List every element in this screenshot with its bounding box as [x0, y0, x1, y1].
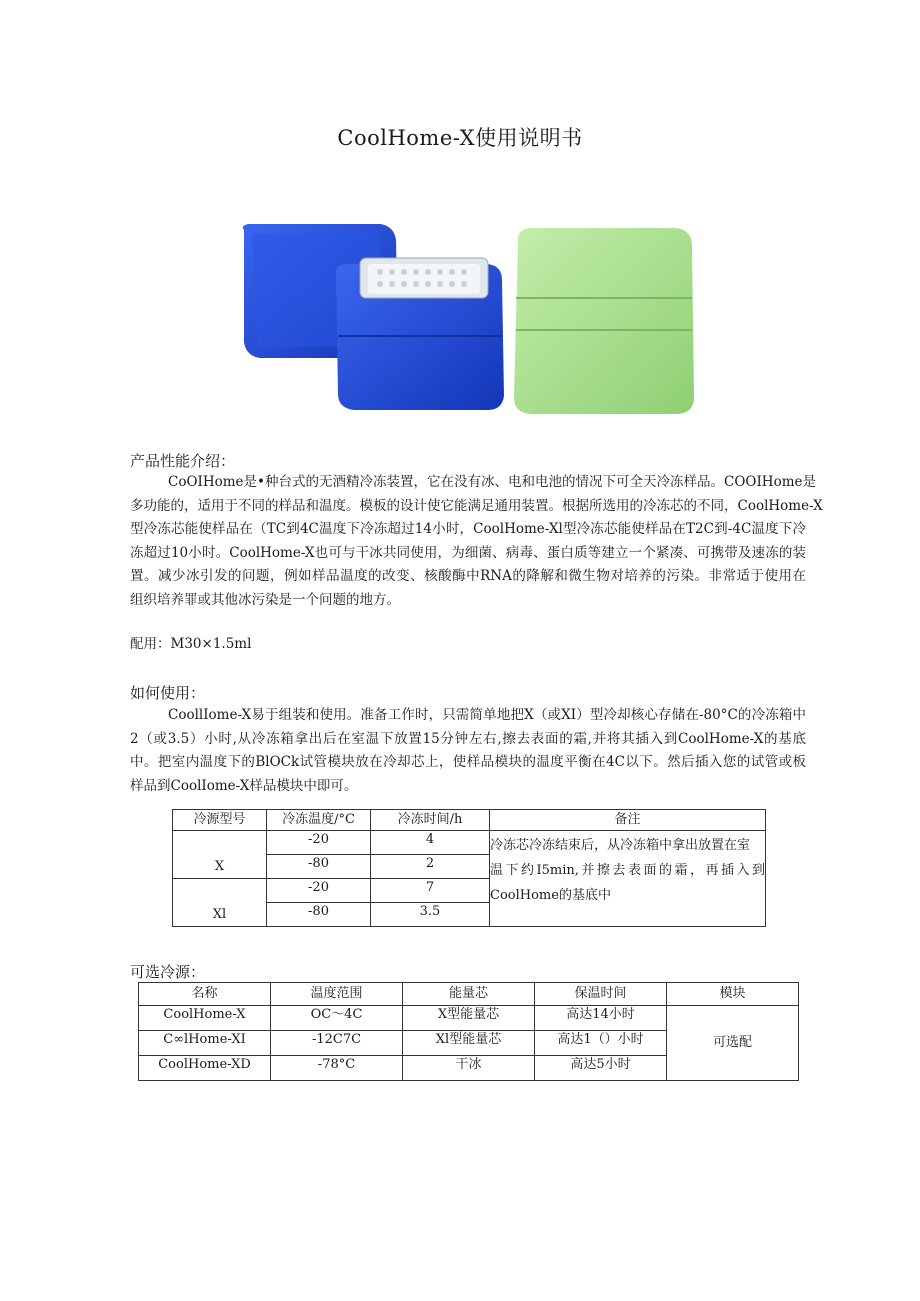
- range-cell: -12C7C: [271, 1031, 403, 1056]
- table-header-cell: 冷冻时间/h: [371, 810, 490, 831]
- range-cell: OC～4C: [271, 1006, 403, 1031]
- note-cell: 冷冻芯冷冻结束后，从冷冻箱中拿出放置在室 温下约I5min,并擦去表面的霜，再插入到 CoolHome的基底中: [490, 831, 766, 927]
- module-cell: 可选配: [667, 1006, 799, 1081]
- table-row: [173, 831, 766, 855]
- usage-paragraph: CoollIome-X易于组装和使用。准备工作时，只需简单地把X（或XI）型冷却核心存储在-80°C的冷冻箱中 2（或3.5）小时,从冷冻箱拿出后在室温下放置15分钟左右,擦去表面的霜,并将其插入到CoolHome-X的基底 中。把室内温度下的BlOCk试管模块放在冷却芯上，使样品模块的温度平衡在4C以下。然后插入您的试管或板 样品到CoolIome-X样品模块中即可。: [130, 707, 806, 794]
- time-cell: 2: [371, 855, 490, 879]
- table-header-cell: 温度范围: [271, 983, 403, 1006]
- accessory-line: 配用：M30×1.5ml: [130, 636, 252, 652]
- freeze-table: [172, 809, 766, 927]
- table-header-cell: 能量芯: [403, 983, 535, 1006]
- temp-cell: -20: [267, 831, 371, 855]
- temp-cell: -80: [267, 855, 371, 879]
- table-header-cell: 冷源型号: [173, 810, 267, 831]
- green-box: [514, 228, 694, 414]
- intro-paragraph: CoOIHome是•种台式的无酒精冷冻装置，它在没有冰、电和电池的情况下可全天冷冻样品。COOIHome是 多功能的，适用于不同的样品和温度。模板的设计使它能满足通用装置。根据所选用的冷冻芯的不同，CoolHome-X 型冷冻芯能使样品在（TC到4C温度下冷冻超过14小时，CoolHome-Xl型冷冻芯能使样品在T2C到-4C温度下冷 冻超过10小时。CoolHome-X也可与干冰共同使用，为细菌、病毒、蛋白质等建立一个紧凑、可携带及速冻的装 置。减少冰引发的问题，例如样品温度的改变、核酸酶中RNA的降解和微生物对培养的污染。非常适于使用在 组织培养罪或其他冰污染是一个问题的地方。: [130, 474, 823, 608]
- name-cell: C∞lHome-XI: [139, 1031, 271, 1056]
- name-cell: CoolHome-XD: [139, 1056, 271, 1081]
- product-photo: [230, 218, 710, 418]
- model-cell: Xl: [173, 879, 267, 927]
- range-cell: -78°C: [271, 1056, 403, 1081]
- core-cell: X型能量芯: [403, 1006, 535, 1031]
- name-cell: CoolHome-X: [139, 1006, 271, 1031]
- table-header-row: [139, 983, 799, 1006]
- time-cell: 高达14小时: [535, 1006, 667, 1031]
- time-cell: 高达1（）小时: [535, 1031, 667, 1056]
- temp-cell: -80: [267, 903, 371, 927]
- time-cell: 高达5小时: [535, 1056, 667, 1081]
- optional-source-table: [138, 982, 799, 1081]
- model-cell: X: [173, 831, 267, 879]
- table-row: [139, 1006, 799, 1031]
- usage-heading: 如何使用：: [130, 684, 206, 702]
- table-header-row: [173, 810, 766, 831]
- time-cell: 7: [371, 879, 490, 903]
- time-cell: 3.5: [371, 903, 490, 927]
- table-header-cell: 备注: [490, 810, 766, 831]
- page-title: CoolHome-X使用说明书: [337, 126, 583, 150]
- temp-cell: -20: [267, 879, 371, 903]
- table-header-cell: 保温时间: [535, 983, 667, 1006]
- tube-block: [368, 264, 480, 294]
- table-header-cell: 冷冻温度/°C: [267, 810, 371, 831]
- core-cell: Xl型能量芯: [403, 1031, 535, 1056]
- table-header-cell: 模块: [667, 983, 799, 1006]
- core-cell: 干冰: [403, 1056, 535, 1081]
- intro-heading: 产品性能介绍：: [130, 452, 236, 470]
- optional-heading: 可选冷源：: [130, 963, 206, 981]
- table-header-cell: 名称: [139, 983, 271, 1006]
- time-cell: 4: [371, 831, 490, 855]
